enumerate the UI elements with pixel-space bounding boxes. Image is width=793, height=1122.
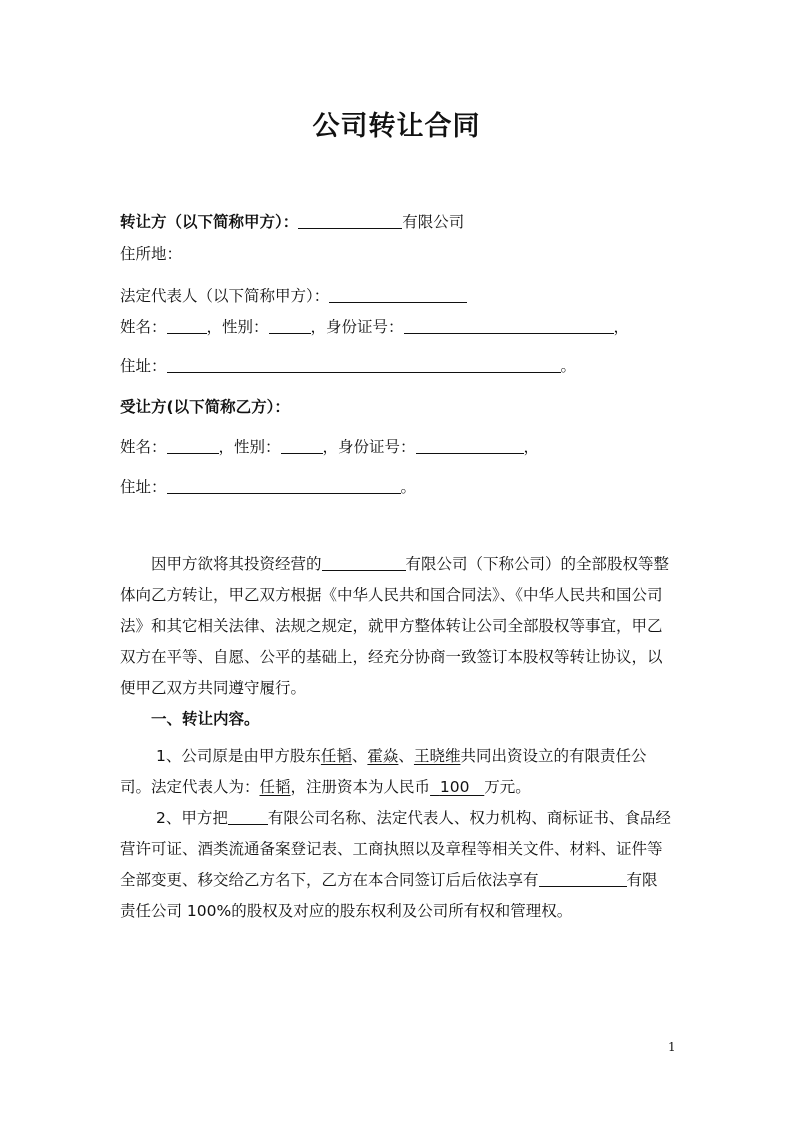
party-a-comma: ， (613, 318, 630, 336)
party-b-name-blank (167, 436, 219, 454)
party-a-gender-label: ，性别： (206, 318, 269, 336)
party-a-period: 。 (560, 357, 577, 375)
party-b-id-line (120, 436, 539, 458)
item1-prefix: 1、公司原是由甲方股东 (156, 747, 321, 765)
party-a-gender-blank (269, 316, 311, 334)
party-b-gender-blank (281, 436, 323, 454)
party-b-comma: ， (523, 438, 540, 456)
shareholder-3: 王晓维 (413, 747, 461, 765)
party-b-gender-label: ，性别： (218, 438, 281, 456)
item1-sep2: 、 (398, 747, 414, 765)
intro-paragraph (120, 549, 672, 704)
party-b-addr-line (120, 476, 416, 498)
party-b-id-blank (416, 436, 524, 454)
item1-mid: 共同出资设立的有限责任公司。法定代表人为： (120, 747, 647, 796)
intro-part2: 有限公司（下称公司）的全部股权等整体向乙方转让，甲乙双方根据《中华人民共和国合同法》、《中华人民共和国公司法》和其它相关法律、法规之规定，就甲方整体转让公司全部股权等事宜，甲乙双方在平等、自愿、公平的基础上，经充分协商一致签订本股权等转让协议，以便甲乙双方共同遵守履行。 (120, 555, 670, 697)
party-a-id-label: ，身份证号： (310, 318, 404, 336)
item2-company-blank-2 (539, 869, 627, 887)
party-a-company-suffix: 有限公司 (402, 213, 465, 231)
legal-rep-name: 任韬 (259, 778, 291, 796)
party-b-name-label: 姓名： (120, 438, 167, 456)
section1-item2 (120, 803, 672, 927)
shareholder-2: 霍焱 (367, 747, 399, 765)
section1-heading: 一、转让内容。 (151, 710, 260, 728)
item2-part2: 有限责任公司 100%的股权及对应的股东权利及公司所有权和管理权。 (120, 871, 658, 920)
intro-company-blank (322, 553, 406, 571)
contract-body (120, 549, 672, 927)
item2-prefix: 2、甲方把 (156, 809, 228, 827)
party-b-id-label: ，身份证号： (322, 438, 416, 456)
party-a-addr2-line (120, 355, 576, 377)
shareholder-1: 任韬 (320, 747, 352, 765)
section1-item1 (120, 741, 672, 803)
item2-part1: 有限公司名称、法定代表人、权力机构、商标证书、食品经营许可证、酒类流通备案登记表、工商执照以及章程等相关文件、材料、证件等全部变更、移交给乙方名下，乙方在本合同签订后后依法享有 (120, 809, 671, 889)
item1-capital-label: ，注册资本为人民币 (290, 778, 431, 796)
party-a-line (120, 211, 464, 233)
party-b-addr-label: 住址： (120, 478, 167, 496)
party-a-heading: 转让方（以下简称甲方）： (120, 213, 299, 231)
party-b-addr-blank (167, 476, 401, 494)
document-title: 公司转让合同 (312, 111, 481, 142)
item1-unit: 万元。 (484, 778, 531, 796)
party-a-rep-label: 法定代表人（以下简称甲方）： (120, 287, 330, 305)
party-a-rep-blank (329, 285, 467, 303)
party-a-name-blank (167, 316, 207, 334)
party-a-id-blank (404, 316, 614, 334)
party-a-company-blank (298, 211, 402, 229)
party-a-id-line (120, 316, 629, 338)
party-a-addr2-blank (167, 355, 561, 373)
party-a-name-label: 姓名： (120, 318, 167, 336)
party-a-rep-line (120, 285, 467, 307)
party-a-address-label: 住所地： (120, 245, 183, 263)
page-number: 1 (668, 1040, 676, 1054)
party-b-period: 。 (400, 478, 417, 496)
party-a-addr2-label: 住址： (120, 357, 167, 375)
item2-company-blank (228, 807, 268, 825)
party-a-address-line (120, 243, 182, 265)
party-b-heading: 受让方(以下简称乙方）： (120, 398, 290, 416)
registered-capital (430, 778, 484, 796)
item1-sep1: 、 (351, 747, 368, 765)
intro-part1: 因甲方欲将其投资经营的 (151, 555, 322, 573)
party-b-line (120, 396, 290, 418)
registered-capital-value: 100 (439, 778, 470, 796)
